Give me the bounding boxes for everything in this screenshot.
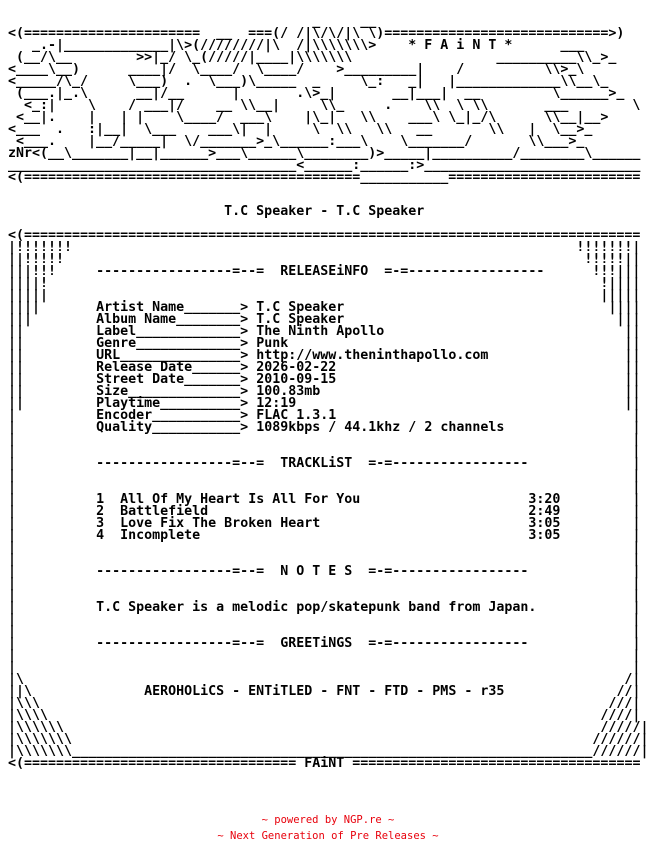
logo-art-line: zNr<(__\_______|__|______>___\______\________)>_____|__________/________\______ (8, 146, 641, 161)
info-label: Encoder (96, 408, 153, 423)
track-time: 2:49 (528, 504, 561, 519)
info-value: The Ninth Apollo (256, 324, 385, 339)
track-title: Incomplete (120, 528, 201, 543)
nfo-body: T.C Speaker - T.C Speaker <(============================================================================= |!!!!!!! !!!!!!!| ||!!!!! !!!!!|| |||!!! -----------------=--= RELEASEiNFO =-=----------------- !!!||| ||||! !|||| ||||| ||||| |||| Artist Name_______> T.C Speaker |||| ||| Album Name________> T.C Speaker ||| || Label_____________> The Ninth Apollo || || Genre_____________> Punk || || URL_______________> http://www.theninthapollo.com || || Release Date______> 2026-02-22 || || Street Date_______> 2010-09-15 || || Size______________> 100.83mb || || Playtime__________> 12:19 || | Encoder___________> FLAC 1.3.1 | | Quality___________> 1089kbps / 44.1khz / 2 channels | | | | | | -----------------=--= TRACKLiST =-=----------------- | | | | | | 1 All Of My Heart Is All For You 3:20 | | 2 Battlefield 2:49 | | 3 Love Fix The Broken Heart 3:05 | | 4 Incomplete 3:05 | | | | | | -----------------=--= N O T E S =-=----------------- | | | | | | T.C Speaker is a melodic pop/skatepunk band from Japan. | | | | | | -----------------=--= GREETiNGS =-=----------------- | | | | | |\ /| ||\ AEROHOLiCS - ENTiTLED - FNT - FTD - PMS - r35 //| |\\\ ///| |\\\\ ////| |\\\\\\ /////| |\\\\\\\ //////| |\\\\\\\_________________________________________________________________//////| <(================================== FAiNT ==================================== (8, 204, 649, 771)
info-value: 100.83mb (256, 384, 321, 399)
info-label: Album Name (96, 312, 177, 327)
border-bottom-left: <(================================== (8, 756, 297, 771)
track-title: Battlefield (120, 504, 209, 519)
info-value: 2010-09-15 (256, 372, 337, 387)
info-value: T.C Speaker (256, 300, 345, 315)
logo-art-line: (__/\__ >>|_/ \_(/////|____|\\\\\\\ __________\\_>_ (16, 50, 617, 65)
track-time: 3:05 (528, 528, 561, 543)
section-releaseinfo: RELEASEiNFO (280, 264, 369, 279)
logo-art-line: _.-|_____________|\>(////////|\ /|\\\\\\\> * F A i N T * ___ (32, 38, 585, 53)
info-value: 12:19 (256, 396, 297, 411)
info-value: http://www.theninthapollo.com (256, 348, 489, 363)
track-number: 4 (96, 528, 105, 543)
notes-text: T.C Speaker is a melodic pop/skatepunk band from Japan. (96, 600, 537, 615)
info-value: 2026-02-22 (256, 360, 337, 375)
info-label: Quality (96, 420, 153, 435)
logo-art-line: _ __ (312, 14, 377, 29)
info-value: 1089kbps / 44.1khz / 2 channels (256, 420, 505, 435)
section-notes: N O T E S (280, 564, 353, 579)
info-label: URL (96, 348, 121, 363)
logo-art-line: <__|. | | | \____/ ___\ |\_| \\ ___\ \_|_/\ \\__|__> (16, 110, 609, 125)
release-title: T.C Speaker - T.C Speaker (224, 204, 425, 219)
logo-art-line: ____________________________________<______:______:>___________________________ (8, 158, 641, 173)
powered-by-text: ~ powered by NGP.re ~ (261, 814, 395, 826)
info-label: Playtime (96, 396, 161, 411)
info-label: Size (96, 384, 129, 399)
info-label: Release Date (96, 360, 193, 375)
footer (0, 812, 656, 844)
info-label: Genre (96, 336, 137, 351)
logo-art-line: <___. |__/_____| \/_______>_\______:___\ \_______/ \\___>_ (16, 134, 585, 149)
logo-art-line: <(==========================================___________======================== (8, 170, 641, 185)
logo-ascii-art (8, 16, 640, 184)
track-time: 3:05 (528, 516, 561, 531)
logo-art-line: <_____/\_/ \___) . \___)\_____ _ \_: _| |_____________\\__\_ (8, 74, 609, 89)
group-name: FAiNT (304, 756, 345, 771)
info-value: T.C Speaker (256, 312, 345, 327)
logo-art-line: (___.|_.\ __|/__ | .\>_| __|___| __ \______>_ (16, 86, 625, 101)
track-title: Love Fix The Broken Heart (120, 516, 321, 531)
tagline-text: ~ Next Generation of Pre Releases ~ (217, 830, 439, 842)
logo-art-line: <_:| \ / ___|/ __ \\__| \\_ . \\ \ \\ ___ \ (24, 98, 641, 113)
track-number: 3 (96, 516, 105, 531)
track-time: 3:20 (528, 492, 561, 507)
info-value: Punk (256, 336, 289, 351)
logo-art-line: <____\__) ____|/ \____/ \____/ >_________| / \\>_\ (8, 62, 585, 77)
track-number: 2 (96, 504, 105, 519)
info-label: Label (96, 324, 137, 339)
section-tracklist: TRACKLiST (280, 456, 353, 471)
logo-art-line: <(====================== __ ===(/ /|\/\/|\ \)============================>) (8, 26, 625, 41)
logo-art-line: <___ . :|__| \___ ___\| | \ \\ \\ __ \\ | \__>_ (8, 122, 593, 137)
info-value: FLAC 1.3.1 (256, 408, 337, 423)
section-greetings: GREETiNGS (280, 636, 353, 651)
track-title: All Of My Heart Is All For You (120, 492, 361, 507)
track-number: 1 (96, 492, 105, 507)
greetings-text: AEROHOLiCS - ENTiTLED - FNT - FTD - PMS - r35 (144, 684, 505, 699)
info-label: Street Date (96, 372, 185, 387)
info-label: Artist Name (96, 300, 185, 315)
border-bottom-right: ==================================== (352, 756, 641, 771)
border-top: <(============================================================================= (8, 228, 641, 243)
